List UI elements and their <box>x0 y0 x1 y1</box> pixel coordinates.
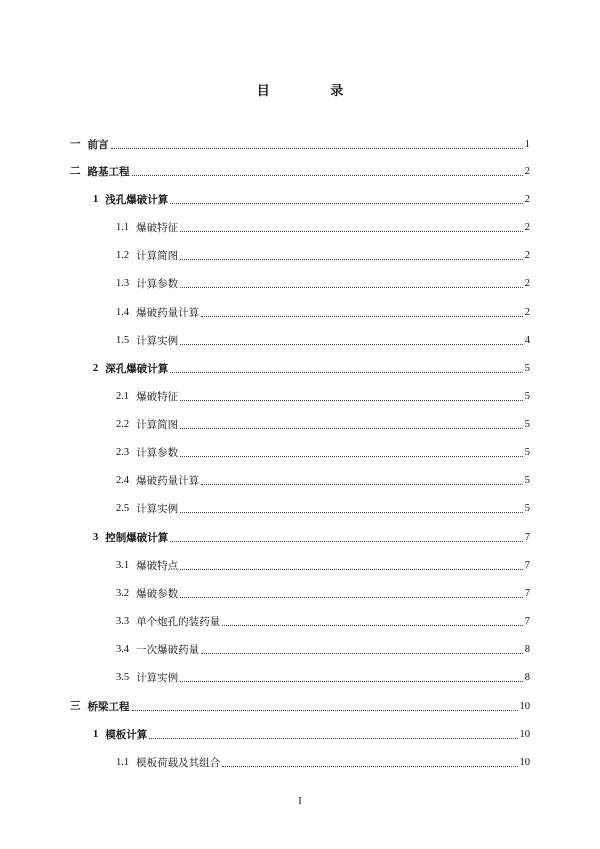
toc-entry-label: 爆破药量计算 <box>136 307 200 319</box>
dot-leader <box>180 230 523 232</box>
toc-entry-page: 5 <box>524 447 530 458</box>
page-title: 目 录 <box>256 84 372 99</box>
dot-leader <box>180 286 523 288</box>
toc-entry-label: 前言 <box>87 139 109 151</box>
toc-entry[interactable] <box>116 388 530 404</box>
toc-entry[interactable] <box>116 585 530 601</box>
toc-entry-label: 计算简图 <box>136 419 179 431</box>
toc-entry-page: 10 <box>519 701 530 712</box>
toc-entry-number: 二 <box>70 166 81 177</box>
toc-entry-number: 一 <box>70 139 81 150</box>
toc-entry-page: 10 <box>519 757 530 768</box>
toc-entry[interactable] <box>116 444 530 460</box>
page-number-footer: I <box>298 796 302 807</box>
toc-entry-page: 5 <box>524 475 530 486</box>
toc-entry-label: 计算参数 <box>136 447 179 459</box>
toc-entry-number: 2.3 <box>116 447 130 458</box>
toc-entry-page: 2 <box>524 222 530 233</box>
toc-entry-label: 模板荷载及其组合 <box>136 757 221 769</box>
toc-entry-label: 单个炮孔的装药量 <box>136 616 221 628</box>
dot-leader <box>222 765 517 767</box>
toc-entry[interactable] <box>116 219 530 235</box>
dot-leader <box>149 737 517 739</box>
toc-entry[interactable] <box>116 247 530 263</box>
dot-leader <box>180 511 523 513</box>
toc-entry-number: 1.1 <box>116 222 130 233</box>
dot-leader <box>111 147 523 149</box>
dot-leader <box>180 258 523 260</box>
dot-leader <box>222 624 523 626</box>
toc-entry-page: 1 <box>524 139 530 150</box>
toc-entry-label: 爆破特点 <box>136 560 179 572</box>
toc-entry-page: 5 <box>524 503 530 514</box>
dot-leader <box>180 596 523 598</box>
toc-entry-label: 爆破药量计算 <box>136 475 200 487</box>
dot-leader <box>201 483 523 485</box>
toc-entry-page: 5 <box>524 391 530 402</box>
toc-entry-number: 1 <box>93 194 99 205</box>
toc-entry-number: 1.1 <box>116 757 130 768</box>
toc-entry-page: 5 <box>524 363 530 374</box>
toc-entry-page: 8 <box>524 644 530 655</box>
toc-entry-page: 8 <box>524 672 530 683</box>
toc-entry[interactable] <box>116 500 530 516</box>
toc-entry-number: 3 <box>93 532 99 543</box>
toc-entry-label: 计算实例 <box>136 503 179 515</box>
dot-leader <box>201 652 523 654</box>
dot-leader <box>201 315 523 317</box>
toc-entry-label: 计算实例 <box>136 335 179 347</box>
toc-entry-page: 2 <box>524 250 530 261</box>
dot-leader <box>170 371 523 373</box>
toc-entry-page: 2 <box>524 194 530 205</box>
toc-entry-number: 3.3 <box>116 616 130 627</box>
toc-entry-page: 4 <box>524 335 530 346</box>
toc-entry-number: 3.1 <box>116 560 130 571</box>
toc-entry-label: 一次爆破药量 <box>136 644 200 656</box>
toc-entry-label: 桥梁工程 <box>87 701 130 713</box>
toc-entry-label: 爆破特征 <box>136 222 179 234</box>
toc-entry-label: 路基工程 <box>87 166 130 178</box>
toc-entry[interactable] <box>93 529 530 545</box>
toc-entry-label: 爆破特征 <box>136 391 179 403</box>
toc-entry[interactable] <box>70 163 530 179</box>
dot-leader <box>132 174 523 176</box>
dot-leader <box>180 455 523 457</box>
toc-entry-number: 1.2 <box>116 250 130 261</box>
toc-entry-label: 计算参数 <box>136 278 179 290</box>
dot-leader <box>170 202 523 204</box>
toc-entry[interactable] <box>116 754 530 770</box>
toc-entry-number: 2 <box>93 363 99 374</box>
toc-entry[interactable] <box>116 416 530 432</box>
toc-entry[interactable] <box>70 136 530 152</box>
toc-entry-number: 1 <box>93 729 99 740</box>
toc-entry-page: 7 <box>524 616 530 627</box>
toc-entry-number: 1.3 <box>116 278 130 289</box>
toc-entry[interactable] <box>70 698 530 714</box>
toc-entry-number: 2.1 <box>116 391 130 402</box>
toc-entry-number: 1.4 <box>116 307 130 318</box>
toc-entry-page: 2 <box>524 166 530 177</box>
toc-entry-number: 三 <box>70 701 81 712</box>
dot-leader <box>180 399 523 401</box>
toc-entry[interactable] <box>93 726 530 742</box>
toc-entry[interactable] <box>116 275 530 291</box>
toc-entry-label: 爆破参数 <box>136 588 179 600</box>
toc-entry-number: 2.4 <box>116 475 130 486</box>
toc-entry[interactable] <box>93 360 530 376</box>
toc-entry-number: 3.5 <box>116 672 130 683</box>
toc-entry-number: 1.5 <box>116 335 130 346</box>
toc-entry-label: 模板计算 <box>105 729 148 741</box>
toc-entry[interactable] <box>116 304 530 320</box>
toc-entry[interactable] <box>116 669 530 685</box>
toc-entry-page: 2 <box>524 307 530 318</box>
toc-entry-number: 2.5 <box>116 503 130 514</box>
toc-entry[interactable] <box>116 641 530 657</box>
toc-entry-label: 控制爆破计算 <box>105 532 169 544</box>
toc-entry-page: 2 <box>524 278 530 289</box>
toc-entry-page: 7 <box>524 532 530 543</box>
toc-entry-label: 计算简图 <box>136 250 179 262</box>
toc-entry[interactable] <box>116 613 530 629</box>
toc-entry[interactable] <box>116 332 530 348</box>
dot-leader <box>180 427 523 429</box>
toc-entry-label: 深孔爆破计算 <box>105 363 169 375</box>
dot-leader <box>132 709 518 711</box>
toc-entry-label: 计算实例 <box>136 672 179 684</box>
toc-entry-number: 3.2 <box>116 588 130 599</box>
toc-entry-page: 10 <box>519 729 530 740</box>
toc-entry-page: 7 <box>524 560 530 571</box>
dot-leader <box>180 568 523 570</box>
toc-entry-page: 5 <box>524 419 530 430</box>
toc-entry[interactable] <box>116 472 530 488</box>
toc-entry-number: 2.2 <box>116 419 130 430</box>
dot-leader <box>180 343 523 345</box>
toc-entry-page: 7 <box>524 588 530 599</box>
dot-leader <box>170 540 523 542</box>
toc-entry[interactable] <box>116 557 530 573</box>
dot-leader <box>180 680 523 682</box>
toc-entry-number: 3.4 <box>116 644 130 655</box>
toc-entry[interactable] <box>93 191 530 207</box>
toc-entry-label: 浅孔爆破计算 <box>105 194 169 206</box>
